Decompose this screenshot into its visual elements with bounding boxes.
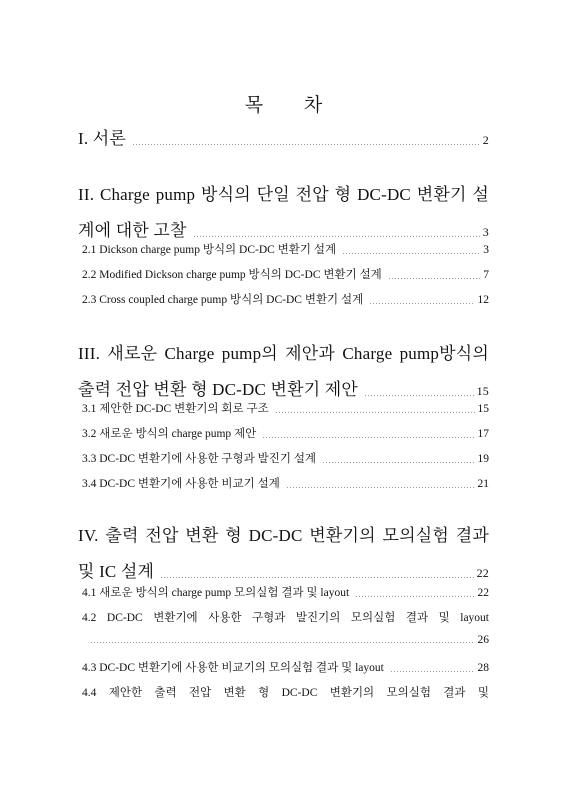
toc-section-title: 4.4 제안한 출력 전압 변환 형 DC-DC 변환기의 모의실험 결과 및 [82, 687, 489, 699]
dot-leader [275, 412, 475, 413]
toc-page-number: 7 [483, 269, 489, 281]
toc-chapter-3[interactable] [78, 339, 489, 400]
toc-chapter-title-line2: 출력 전압 변환 형 DC-DC 변환기 제안 [78, 380, 359, 399]
toc-chapter-4[interactable] [78, 521, 489, 582]
toc-chapter-title-line2: 및 IC 설계 [78, 562, 155, 581]
toc-section-title: 2.1 Dickson charge pump 방식의 DC-DC 변환기 설계 [82, 244, 337, 256]
toc-section-2-2[interactable] [82, 266, 489, 282]
toc-page-number: 15 [477, 403, 489, 415]
toc-page-number: 3 [482, 225, 489, 239]
dot-leader [132, 144, 480, 145]
dot-leader [355, 596, 474, 597]
toc-page-number: 19 [477, 453, 489, 465]
toc-chapter-title-line1: III. 새로운 Charge pump의 제안과 Charge pump방식의 [78, 344, 489, 363]
toc-chapter-title-line1: IV. 출력 전압 변환 형 DC-DC 변환기의 모의실험 결과 [78, 526, 489, 545]
toc-section-4-2[interactable] [82, 609, 489, 646]
toc-section-2-1[interactable] [82, 241, 489, 257]
dot-leader [193, 236, 480, 237]
toc-section-3-4[interactable] [82, 475, 489, 491]
toc-section-title: 2.3 Cross coupled charge pump 방식의 DC-DC 변환기 설계 [82, 294, 364, 306]
toc-section-4-3[interactable] [82, 659, 489, 675]
toc-section-title: 2.2 Modified Dickson charge pump 방식의 DC-DC 변환기 설계 [82, 269, 382, 281]
toc-section-title: 3.3 DC-DC 변환기에 사용한 구형과 발진기 설계 [82, 453, 317, 465]
toc-chapter-2[interactable] [78, 180, 489, 241]
toc-chapter-title-line1: II. Charge pump 방식의 단일 전압 형 DC-DC 변환기 설 [78, 185, 489, 204]
dot-leader [90, 642, 475, 643]
dot-leader [262, 437, 474, 438]
toc-section-2-3[interactable] [82, 291, 489, 307]
toc-section-3-2[interactable] [82, 425, 489, 441]
toc-section-3-1[interactable] [82, 400, 489, 416]
dot-leader [369, 303, 474, 304]
page-title: 목 차 [244, 95, 341, 116]
toc-section-title: 4.2 DC-DC 변환기에 사용한 구형과 발진기의 모의실험 결과 및 layout [82, 612, 489, 624]
toc-page-number: 28 [477, 662, 489, 674]
toc-section-3-3[interactable] [82, 450, 489, 466]
toc-chapter-title-line2: 계에 대한 고찰 [78, 221, 187, 240]
dot-leader [390, 671, 475, 672]
dot-leader [342, 253, 480, 254]
toc-page-number: 12 [477, 294, 489, 306]
dot-leader [160, 577, 473, 578]
toc-page-number: 22 [476, 566, 489, 580]
dot-leader [364, 395, 474, 396]
toc-page-number: 17 [477, 428, 489, 440]
toc-page-number: 22 [477, 587, 489, 599]
toc-section-title: 4.1 새로운 방식의 charge pump 모의실험 결과 및 layout [82, 587, 350, 599]
toc-section-4-1[interactable] [82, 584, 489, 600]
toc-section-4-4[interactable] [82, 684, 489, 700]
toc-section-title: 4.3 DC-DC 변환기에 사용한 비교기의 모의실험 결과 및 layout [82, 662, 384, 674]
toc-chapter-1[interactable] [78, 124, 489, 149]
toc-page-number: 21 [477, 478, 489, 490]
dot-leader [322, 462, 474, 463]
dot-leader [286, 487, 475, 488]
toc-section-title: 3.4 DC-DC 변환기에 사용한 비교기 설계 [82, 478, 280, 490]
toc-page-number: 26 [477, 634, 489, 646]
toc-section-title: 3.2 새로운 방식의 charge pump 제안 [82, 428, 257, 440]
dot-leader [388, 278, 480, 279]
toc-chapter-title: I. 서론 [78, 129, 127, 148]
toc-page-number: 15 [476, 384, 489, 398]
toc-page-number: 3 [483, 244, 489, 256]
toc-page-number: 2 [482, 133, 489, 147]
toc-section-title: 3.1 제안한 DC-DC 변환기의 회로 구조 [82, 403, 269, 415]
